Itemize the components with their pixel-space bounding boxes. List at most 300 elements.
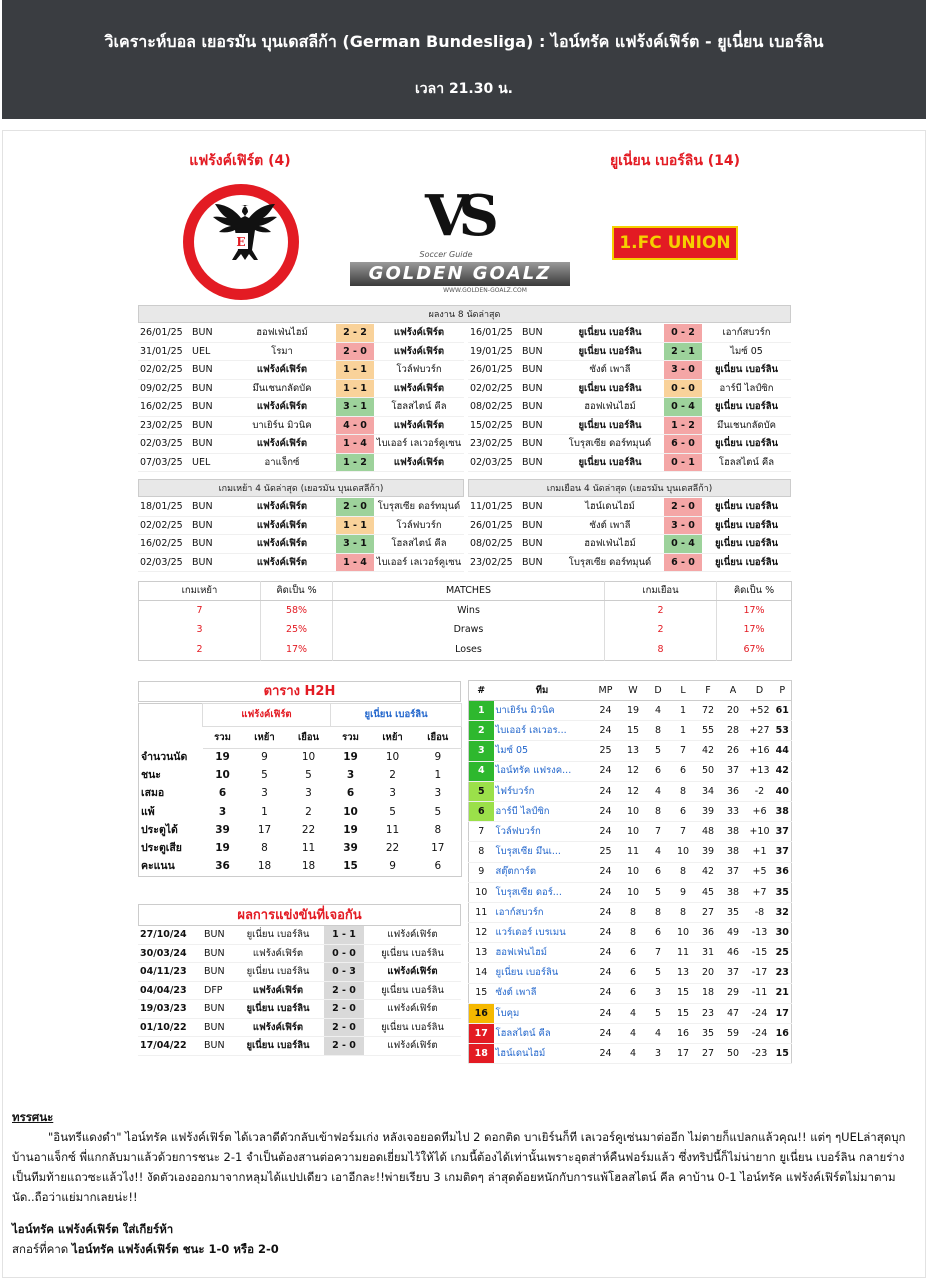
league-cell: 42 [696, 741, 721, 761]
match-date: 23/02/25 [468, 435, 520, 454]
match-score: 2 - 0 [324, 1037, 364, 1056]
home-side: อาแจ็กซ์ [228, 453, 336, 472]
league-cell: 6 [671, 801, 696, 821]
match-row [138, 342, 464, 361]
league-team-name: ไอน์ทรัค แฟรงค... [494, 761, 591, 781]
league-team-name: แวร์เดอร์ เบรเมน [494, 923, 591, 943]
past-meetings-title: ผลการแข่งขันที่เจอกัน [138, 904, 461, 926]
h2h-value: 18 [301, 860, 316, 873]
league-header-cell: MP [591, 681, 621, 701]
competition: UEL [190, 453, 228, 472]
league-header-cell: A [721, 681, 746, 701]
league-cell: 15 [671, 983, 696, 1003]
match-row [138, 398, 464, 417]
league-cell: 48 [696, 822, 721, 842]
league-cell: 4 [621, 1024, 646, 1044]
match-score: 2 - 0 [664, 498, 702, 516]
league-cell: 49 [721, 923, 746, 943]
home-side: ยูเนี่ยน เบอร์ลิน [556, 453, 664, 472]
stats-cell: Draws [333, 620, 605, 640]
match-score: 2 - 0 [324, 1018, 364, 1037]
league-points: 30 [774, 923, 792, 943]
match-row [138, 416, 464, 435]
league-row [469, 721, 792, 741]
league-row [469, 902, 792, 922]
league-cell: 11 [621, 842, 646, 862]
league-cell: 5 [646, 963, 671, 983]
league-row [469, 1044, 792, 1064]
stats-cell: 8 [605, 640, 717, 660]
competition: BUN [202, 963, 232, 982]
league-cell: 8 [671, 781, 696, 801]
league-header-cell: ทีม [494, 681, 591, 701]
home-side: ยูเนี่ยน เบอร์ลิน [232, 963, 324, 982]
stats-cell: 2 [139, 640, 261, 660]
away-side: มึนเชนกลัดบัค [702, 416, 791, 435]
match-score: 3 - 0 [664, 361, 702, 380]
result-stats-table [138, 581, 792, 661]
past-match-row [138, 981, 461, 1000]
league-cell: 36 [696, 923, 721, 943]
league-cell: 1 [671, 701, 696, 721]
league-team-name: โวล์ฟบวร์ก [494, 822, 591, 842]
union-crest-icon: 1.FC UNION [612, 226, 738, 260]
league-points: 37 [774, 842, 792, 862]
stats-cell: 58% [261, 600, 333, 620]
stats-header-cell: คิดเป็น % [261, 582, 333, 601]
page-header [2, 0, 926, 119]
league-team-name: ไมซ์ 05 [494, 741, 591, 761]
match-date: 26/01/25 [138, 324, 190, 342]
match-row [138, 535, 464, 554]
match-date: 23/02/25 [138, 416, 190, 435]
match-score: 0 - 0 [664, 379, 702, 398]
league-cell: 25 [591, 741, 621, 761]
golden-goalz-logo: GOLDEN GOALZ [350, 262, 570, 286]
league-cell: -24 [746, 1003, 774, 1023]
league-position: 9 [469, 862, 494, 882]
stats-header-cell: MATCHES [333, 582, 605, 601]
league-cell: 46 [721, 943, 746, 963]
kickoff-time: เวลา 21.30 น. [414, 81, 513, 97]
competition: BUN [202, 1000, 232, 1019]
competition: BUN [202, 926, 232, 944]
h2h-row-label: ชนะ [141, 769, 161, 782]
h2h-team-header [139, 704, 462, 727]
home-side: ยูเนี่ยน เบอร์ลิน [232, 926, 324, 944]
league-cell: 24 [591, 902, 621, 922]
league-points: 25 [774, 943, 792, 963]
last4-home-table [138, 498, 464, 572]
league-team-name: สตุ๊ตการ์ต [494, 862, 591, 882]
competition: BUN [202, 1037, 232, 1056]
h2h-value: 17 [257, 824, 272, 837]
league-team-name: โบคุม [494, 1003, 591, 1023]
away-side: โวล์ฟบวร์ก [374, 361, 464, 380]
league-cell: 24 [591, 822, 621, 842]
stats-cell: 7 [139, 600, 261, 620]
league-position: 1 [469, 701, 494, 721]
league-cell: 19 [621, 701, 646, 721]
h2h-value: 1 [434, 769, 442, 782]
competition: BUN [520, 324, 556, 342]
h2h-col: เหย้า [243, 727, 287, 749]
league-position: 16 [469, 1003, 494, 1023]
competition: BUN [520, 498, 556, 516]
league-team-name: อาร์บี ไลป์ซิก [494, 801, 591, 821]
away-side: โวล์ฟบวร์ก [374, 516, 464, 535]
home-side: แฟร้งค์เฟิร์ต [232, 981, 324, 1000]
match-score: 1 - 4 [336, 435, 374, 454]
league-cell: 11 [671, 943, 696, 963]
league-cell: 8 [646, 801, 671, 821]
match-row [468, 516, 791, 535]
league-header-cell: L [671, 681, 696, 701]
league-cell: 5 [646, 1003, 671, 1023]
h2h-value: 3 [346, 769, 355, 782]
league-cell: +5 [746, 862, 774, 882]
match-row [468, 535, 791, 554]
competition: BUN [520, 379, 556, 398]
league-cell: -11 [746, 983, 774, 1003]
league-points: 44 [774, 741, 792, 761]
league-team-name: ฮอฟเฟ่นไฮม์ [494, 943, 591, 963]
h2h-away-team: ยูเนี่ยน เบอร์ลิน [331, 704, 462, 727]
match-score: 1 - 1 [324, 926, 364, 944]
match-score: 2 - 2 [336, 324, 374, 342]
league-cell: 34 [696, 781, 721, 801]
stats-row [139, 600, 792, 620]
away-side: เอาก์สบวร์ก [702, 324, 791, 342]
home-side: แฟร้งค์เฟิร์ต [228, 535, 336, 554]
stats-cell: 17% [261, 640, 333, 660]
league-cell: +27 [746, 721, 774, 741]
competition: BUN [190, 553, 228, 572]
logo-subtitle: Soccer Guide [419, 250, 473, 259]
h2h-value: 8 [434, 824, 442, 837]
league-cell: 4 [646, 842, 671, 862]
league-cell: 6 [621, 983, 646, 1003]
league-position: 4 [469, 761, 494, 781]
h2h-value: 6 [218, 787, 227, 800]
league-points: 37 [774, 822, 792, 842]
league-cell: 8 [646, 721, 671, 741]
h2h-value: 11 [385, 824, 400, 837]
league-team-name: บาเยิร์น มิวนิค [494, 701, 591, 721]
match-date: 04/04/23 [138, 981, 202, 1000]
match-row [138, 498, 464, 516]
away-side: โฮลสไตน์ คีล [702, 453, 791, 472]
away-side: ยูเนี่ยน เบอร์ลิน [702, 361, 791, 380]
home-side: ซังต์ เพาลี [556, 361, 664, 380]
competition: BUN [190, 535, 228, 554]
match-date: 16/02/25 [138, 535, 190, 554]
match-row [468, 498, 791, 516]
league-cell: 18 [696, 983, 721, 1003]
h2h-row [139, 803, 462, 821]
league-cell: 31 [696, 943, 721, 963]
league-cell: 20 [696, 963, 721, 983]
stats-row [139, 620, 792, 640]
competition: BUN [520, 361, 556, 380]
h2h-value: 10 [385, 751, 400, 764]
h2h-value: 10 [343, 805, 358, 818]
h2h-blank [139, 727, 203, 749]
match-date: 30/03/24 [138, 944, 202, 963]
league-points: 53 [774, 721, 792, 741]
h2h-value: 3 [305, 787, 312, 800]
match-row [138, 453, 464, 472]
match-date: 08/02/25 [468, 535, 520, 554]
home-side: แฟร้งค์เฟิร์ต [228, 361, 336, 380]
away-side: แฟร้งค์เฟิร์ต [364, 1000, 461, 1019]
league-cell: -23 [746, 1044, 774, 1064]
home-side: ฮอฟเฟ่นไฮม์ [556, 535, 664, 554]
league-position: 14 [469, 963, 494, 983]
match-row [468, 379, 791, 398]
past-match-row [138, 1000, 461, 1019]
logo-url: WWW.GOLDEN-GOALZ.COM [443, 287, 527, 294]
league-position: 6 [469, 801, 494, 821]
match-date: 02/02/25 [138, 361, 190, 380]
league-cell: 38 [721, 822, 746, 842]
h2h-value: 19 [215, 751, 230, 764]
home-side: ยูเนี่ยน เบอร์ลิน [232, 1037, 324, 1056]
h2h-value: 19 [215, 842, 230, 855]
league-team-name: โฮลสไตน์ คีล [494, 1024, 591, 1044]
score-prediction [12, 1239, 912, 1259]
match-date: 17/04/22 [138, 1037, 202, 1056]
league-cell: +13 [746, 761, 774, 781]
competition: BUN [190, 498, 228, 516]
league-cell: 24 [591, 1024, 621, 1044]
match-score: 1 - 2 [664, 416, 702, 435]
home-side: ยูเนี่ยน เบอร์ลิน [232, 1000, 324, 1019]
league-cell: 24 [591, 701, 621, 721]
league-cell: 13 [621, 741, 646, 761]
match-date: 19/03/23 [138, 1000, 202, 1019]
h2h-value: 5 [305, 769, 312, 782]
away-side: ยูเนี่ยน เบอร์ลิน [702, 553, 791, 572]
stats-row [139, 640, 792, 660]
frankfurt-crest-icon [182, 183, 300, 301]
league-cell: 8 [671, 862, 696, 882]
league-cell: 24 [591, 983, 621, 1003]
match-date: 02/02/25 [468, 379, 520, 398]
league-cell: +1 [746, 842, 774, 862]
away-side: โฮลสไตน์ คีล [374, 535, 464, 554]
league-cell: -13 [746, 923, 774, 943]
league-cell: 38 [721, 842, 746, 862]
h2h-col: เยือน [415, 727, 462, 749]
league-cell: 8 [671, 902, 696, 922]
league-row [469, 943, 792, 963]
competition: BUN [202, 944, 232, 963]
away-side: แฟร้งค์เฟิร์ต [364, 926, 461, 944]
h2h-value: 39 [215, 824, 230, 837]
h2h-title: ตาราง H2H [138, 681, 461, 702]
league-cell: 13 [671, 963, 696, 983]
league-position: 3 [469, 741, 494, 761]
league-header-cell: P [774, 681, 792, 701]
h2h-value: 15 [343, 860, 358, 873]
league-row [469, 923, 792, 943]
league-row [469, 801, 792, 821]
competition: BUN [202, 1018, 232, 1037]
league-row [469, 822, 792, 842]
match-date: 16/01/25 [468, 324, 520, 342]
past-meetings-table [138, 926, 461, 1056]
h2h-table [138, 703, 462, 877]
h2h-home-team: แฟร้งค์เฟิร์ต [203, 704, 331, 727]
competition: BUN [190, 324, 228, 342]
league-cell: 12 [621, 761, 646, 781]
match-date: 16/02/25 [138, 398, 190, 417]
match-score: 0 - 1 [664, 453, 702, 472]
league-header [469, 681, 792, 701]
match-date: 02/03/25 [138, 553, 190, 572]
league-cell: 24 [591, 721, 621, 741]
league-cell: 25 [591, 842, 621, 862]
home-side: ฮอฟเฟ่นไฮม์ [556, 398, 664, 417]
league-points: 32 [774, 902, 792, 922]
league-cell: 50 [721, 1044, 746, 1064]
competition: BUN [520, 416, 556, 435]
h2h-row [139, 767, 462, 785]
past-match-row [138, 944, 461, 963]
league-team-name: ไฟร์บวร์ก [494, 781, 591, 801]
league-cell: 24 [591, 761, 621, 781]
h2h-row-label: ประตูเสีย [141, 842, 182, 855]
match-date: 19/01/25 [468, 342, 520, 361]
league-cell: 1 [671, 721, 696, 741]
h2h-value: 3 [218, 805, 227, 818]
match-date: 04/11/23 [138, 963, 202, 982]
away-side: ยูเนี่ยน เบอร์ลิน [364, 981, 461, 1000]
away-side: ไมซ์ 05 [702, 342, 791, 361]
league-cell: 6 [671, 761, 696, 781]
match-score: 0 - 2 [664, 324, 702, 342]
match-score: 2 - 1 [664, 342, 702, 361]
competition: BUN [190, 435, 228, 454]
h2h-row-label: ประตูได้ [141, 824, 178, 837]
competition: DFP [202, 981, 232, 1000]
league-cell: -24 [746, 1024, 774, 1044]
competition: BUN [520, 453, 556, 472]
league-cell: -17 [746, 963, 774, 983]
league-cell: 10 [621, 882, 646, 902]
league-cell: -8 [746, 902, 774, 922]
league-row [469, 741, 792, 761]
home-team-name: แฟร้งค์เฟิร์ต (4) [189, 153, 291, 169]
home-side: โบรุสเซีย ดอร์ทมุนด์ [556, 435, 664, 454]
league-cell: 72 [696, 701, 721, 721]
competition: BUN [520, 535, 556, 554]
vs-logo: VS [425, 183, 489, 249]
match-score: 0 - 4 [664, 398, 702, 417]
h2h-col: รวม [331, 727, 371, 749]
league-cell: 20 [721, 701, 746, 721]
league-row [469, 761, 792, 781]
league-cell: 10 [621, 822, 646, 842]
competition: BUN [520, 342, 556, 361]
competition: BUN [190, 516, 228, 535]
league-cell: 24 [591, 963, 621, 983]
league-cell: +10 [746, 822, 774, 842]
league-cell: 36 [721, 781, 746, 801]
match-row [138, 379, 464, 398]
league-cell: +6 [746, 801, 774, 821]
league-cell: 42 [696, 862, 721, 882]
league-header-cell: F [696, 681, 721, 701]
match-row [468, 324, 791, 342]
away-side: แฟร้งค์เฟิร์ต [374, 416, 464, 435]
h2h-row [139, 785, 462, 803]
match-row [468, 398, 791, 417]
league-cell: 24 [591, 1044, 621, 1064]
away-side: แฟร้งค์เฟิร์ต [374, 379, 464, 398]
league-cell: 10 [671, 842, 696, 862]
away-side: โฮลสไตน์ คีล [374, 398, 464, 417]
h2h-value: 3 [434, 787, 442, 800]
stats-header [139, 582, 792, 601]
match-date: 15/02/25 [468, 416, 520, 435]
league-row [469, 983, 792, 1003]
match-row [138, 435, 464, 454]
league-cell: 4 [621, 1044, 646, 1064]
h2h-value: 5 [434, 805, 442, 818]
match-date: 18/01/25 [138, 498, 190, 516]
h2h-value: 22 [385, 842, 400, 855]
league-cell: 23 [696, 1003, 721, 1023]
home-side: แฟร้งค์เฟิร์ต [228, 435, 336, 454]
away-side: ยูเนี่ยน เบอร์ลิน [364, 1018, 461, 1037]
league-header-cell: W [621, 681, 646, 701]
home-side: แฟร้งค์เฟิร์ต [228, 398, 336, 417]
h2h-row [139, 840, 462, 858]
h2h-value: 39 [343, 842, 358, 855]
competition: BUN [520, 553, 556, 572]
league-team-name: ซังต์ เพาลี [494, 983, 591, 1003]
match-date: 31/01/25 [138, 342, 190, 361]
league-position: 15 [469, 983, 494, 1003]
h2h-row [139, 822, 462, 840]
past-match-row [138, 963, 461, 982]
competition: UEL [190, 342, 228, 361]
league-points: 35 [774, 882, 792, 902]
league-points: 17 [774, 1003, 792, 1023]
away-side: ไบเออร์ เลเวอร์คูเซน [374, 435, 464, 454]
league-cell: 50 [696, 761, 721, 781]
analysis-body: "อินทรีแดงดำ" ไอน์ทรัค แฟร้งค์เฟิร์ต ได้เวลาดีดัวกลับเข้าฟอร์มเก่ง หลังเจอยอดทีมไป 2 ดอกติด บาเยิร์นก็ที เลเวอร์คูเซ่นมาต่ออีก ไม่ตายก็แปลกแล้วคุณ!! แต่ๆ ๆUELล่าสุดบุกบ้านอาแจ็กซ์ พี่แกกลับมาแล้วด้วยการชนะ 2-1 จำเป็นต้องสานต่อความยอดเยี่ยมไว้ให้ได้ เกมนี้ต้องได้เท่านั้นเพราะอุตส่าห์คืนฟอร์มแล้ว ซึ่งทริปนี้ก็ไม่น่ายาก ยูเนี่ยน เบอร์ลิน กลายร่างเป็นทีมท้ายแถวซะแล้วไง!! งัดตัวเองออกมาจากหลุมได้แปปเดียว เอาอีกละ!!พ่ายเรียบ 3 เกมติดๆ ล่าสุดด้อยหนักกับการแพ้โฮลสไตน์ คีล คาบ้าน 0-1 ไอน์ทรัค แฟร้งค์เฟิร์ตไม่มาตามนัด..ถือว่าแย่มากเลยน่ะ!! [12, 1130, 906, 1204]
league-header-cell: D [746, 681, 774, 701]
h2h-value: 5 [261, 769, 268, 782]
league-cell: 37 [721, 761, 746, 781]
league-cell: 4 [646, 781, 671, 801]
league-cell: 5 [646, 882, 671, 902]
match-score: 2 - 0 [336, 342, 374, 361]
match-score: 3 - 0 [664, 516, 702, 535]
last4-away-title: เกมเยือน 4 นัดล่าสุด (เยอรมัน บุนเดสลีก้า) [468, 479, 791, 497]
league-cell: 27 [696, 902, 721, 922]
last8-home-table [138, 324, 464, 472]
league-cell: 4 [646, 701, 671, 721]
home-side: บาเยิร์น มิวนิค [228, 416, 336, 435]
home-side: ยูเนี่ยน เบอร์ลิน [556, 416, 664, 435]
h2h-value: 6 [434, 860, 442, 873]
match-row [468, 361, 791, 380]
league-cell: 10 [621, 801, 646, 821]
